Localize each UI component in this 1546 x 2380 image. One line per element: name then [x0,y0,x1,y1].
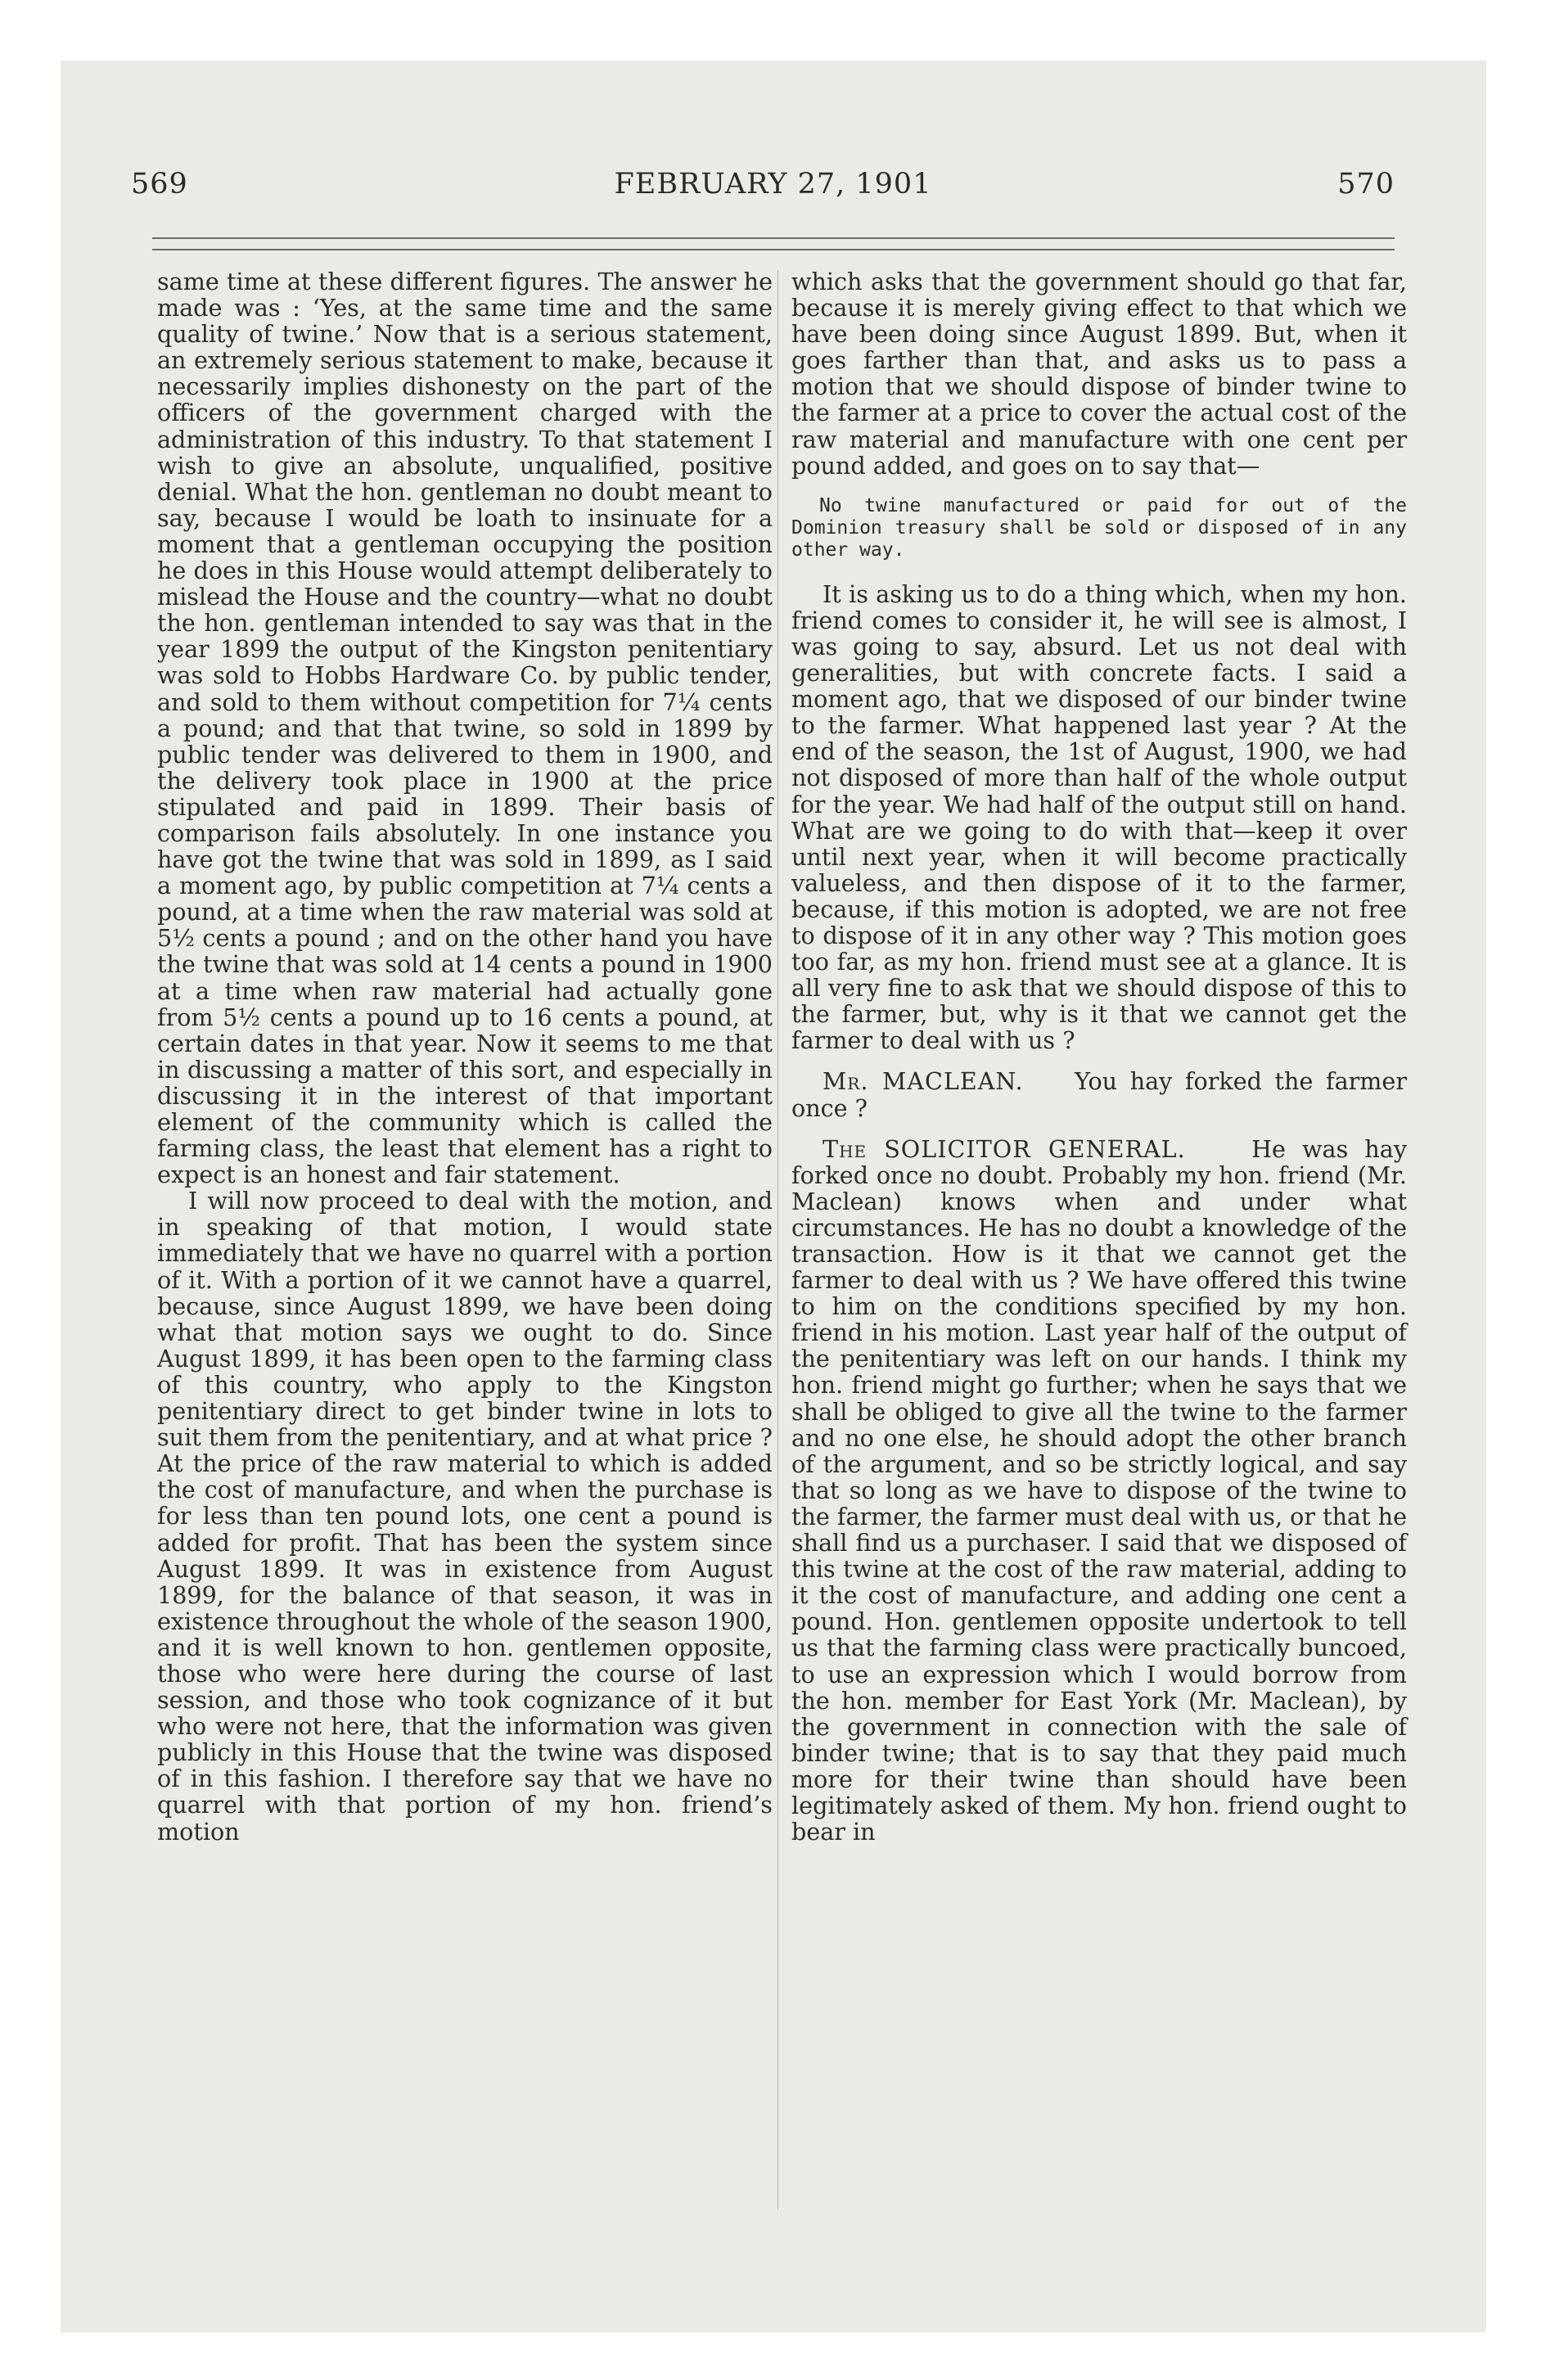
left-column [157,268,773,1845]
quotation: No twine manufactured or paid for out of the Dominion treasury shall be sold or disposed of in any other way. [791,494,1407,561]
speech-text: He was hay forked once no doubt. Probably my hon. friend (Mr. Maclean) knows when and under what circumstances. He has no doubt a knowledge of the transaction. How is it that we cannot get the farmer to deal with us ? We have offered this twine to him on the conditions specified by my hon. friend in his motion. Last year half of the output of the penitentiary was left on our hands. I think my hon. friend might go further; when he says that we shall be obliged to give all the twine to the farmer and no one else, he should adopt the other branch of the argument, and so be strictly logical, and say that so long as we have to dispose of the twine to the farmer, the farmer must deal with us, or that he shall find us a purchaser. I said that we disposed of this twine at the cost of the raw material, adding to it the cost of manufacture, and adding one cent a pound. Hon. gentlemen opposite undertook to tell us that the farming class were practically buncoed, to use an expression which I would borrow from the hon. member for East York (Mr. Maclean), by the government in connection with the sale of binder twine; that is to say that they paid much more for their twine than should have been legitimately asked of them. My hon. friend ought to bear in [791,1134,1407,1846]
header-rule-top [152,237,1395,239]
paragraph: It is asking us to do a thing which, when my hon. friend comes to consider it, he will see is almost, I was going to say, absurd. Let us not deal with generalities, but with concrete facts. I said a moment ago, that we disposed of our binder twine to the farmer. What happened last year ? At the end of the season, the 1st of August, 1900, we had not disposed of more than half of the whole output for the year. We had half of the output still on hand. What are we going to do with that—keep it over until next year, when it will become practically valueless, and then dispose of it to the farmer, because, if this motion is adopted, we are not free to dispose of it in any other way ? This motion goes too far, as my hon. friend must see at a glance. It is all very fine to ask that we should dispose of this to the farmer, but, why is it that we cannot get the farmer to deal with us ? [791,579,1407,1055]
page-date: FEBRUARY 27, 1901 [614,168,932,201]
speech [791,1068,1407,1120]
speaker-name: The SOLICITOR GENERAL. [823,1134,1186,1163]
paragraph: which asks that the government should go that far, because it is merely giving effect to that which we have been doing since August 1899. But, when it goes farther than that, and asks us to pass a motion that we should dispose of binder twine to the farmer at a price to cover the actual cost of the raw material and manufacture with one cent per pound added, and goes on to say that— [791,268,1407,480]
header-rule-bottom [152,249,1395,250]
page-number-right: 570 [1337,168,1395,201]
right-column [791,268,1407,1845]
speech-text: You hay forked the farmer once ? [791,1067,1407,1122]
page-number-left: 569 [131,168,188,201]
speech [791,1136,1407,1846]
paragraph: I will now proceed to deal with the motion, and in speaking of that motion, I would state immediately that we have no quarrel with a portion of it. With a portion of it we cannot have a quarrel, because, since August 1899, we have been doing what that motion says we ought to do. Since August 1899, it has been open to the farming class of this country, who apply to the Kingston penitentiary direct to get binder twine in lots to suit them from the penitentiary, and at what price ? At the price of the raw material to which is added the cost of manufacture, and when the purchase is for less than ten pound lots, one cent a pound is added for profit. That has been the system since August 1899. It was in existence from August 1899, for the balance of that season, it was in existence throughout the whole of the season 1900, and it is well known to hon. gentlemen opposite, those who were here during the course of last session, and those who took cognizance of it but who were not here, that the information was given publicly in this House that the twine was disposed of in this fashion. I therefore say that we have no quarrel with that portion of my hon. friend’s motion [157,1187,773,1846]
paragraph: same time at these different figures. The answer he made was : ‘Yes, at the same time and the same quality of twine.’ Now that is a serious statement, an extremely serious statement to make, because it necessarily implies dishonesty on the part of the officers of the government charged with the administration of this industry. To that statement I wish to give an absolute, unqualified, positive denial. What the hon. gentleman no doubt meant to say, because I would be loath to insinuate for a moment that a gentleman occupying the position he does in this House would attempt deliberately to mislead the House and the country—what no doubt the hon. gentleman intended to say was that in the year 1899 the output of the Kingston penitentiary was sold to Hobbs Hardware Co. by public tender, and sold to them without competition for 7¼ cents a pound; and that that twine, so sold in 1899 by public tender was delivered to them in 1900, and the delivery took place in 1900 at the price stipulated and paid in 1899. Their basis of comparison fails absolutely. In one instance you have got the twine that was sold in 1899, as I said a moment ago, by public competition at 7¼ cents a pound, at a time when the raw material was sold at 5½ cents a pound ; and on the other hand you have the twine that was sold at 14 cents a pound in 1900 at a time when raw material had actually gone from 5½ cents a pound up to 16 cents a pound, at certain dates in that year. Now it seems to me that in discussing a matter of this sort, and especially in discussing it in the interest of that important element of the community which is called the farming class, the least that element has a right to expect is an honest and fair statement. [157,268,773,1189]
speaker-name: Mr. MACLEAN. [823,1067,1024,1096]
